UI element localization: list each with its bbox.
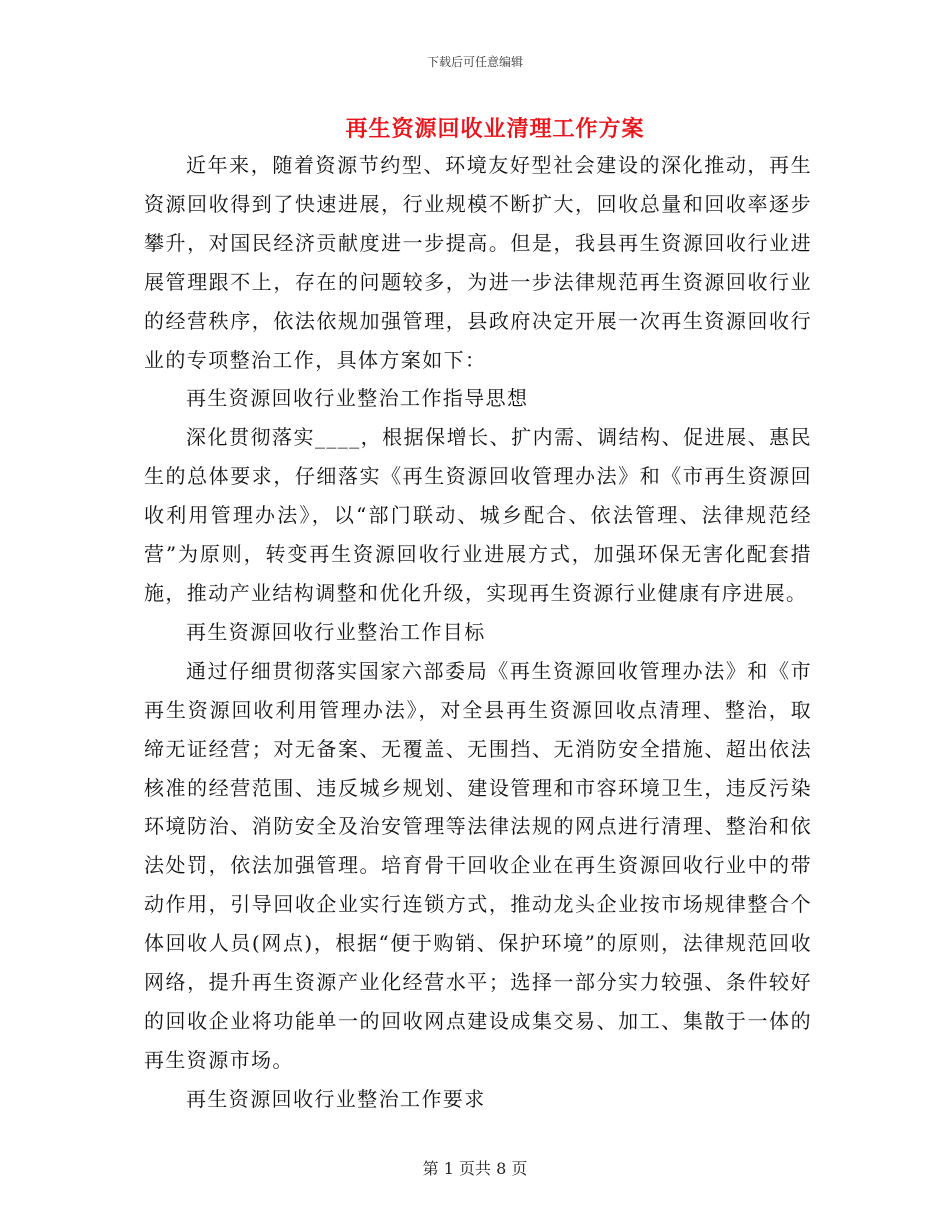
paragraph-guiding-ideology: 深化贯彻落实____，根据保增长、扩内需、调结构、促进展、惠民生的总体要求，仔细落实《再生资源回收管理办法》和《市再生资源回收利用管理办法》，以“部门联动、城乡配合、依法管理、法律规范经营”为原则，转变再生资源回收行业进展方式，加强环保无害化配套措施，推动产业结构调整和优化升级，实现再生资源行业健康有序进展。 [144, 425, 812, 605]
page-number: 第 1 页共 8 页 [422, 1159, 528, 1178]
paragraph-goals: 通过仔细贯彻落实国家六部委局《再生资源回收管理办法》和《市再生资源回收利用管理办法》，对全县再生资源回收点清理、整治，取缔无证经营；对无备案、无覆盖、无围挡、无消防安全措施、超出依法核准的经营范围、违反城乡规划、建设管理和市容环境卫生，违反污染环境防治、消防安全及治安管理等法律法规的网点进行清理、整治和依法处罚，依法加强管理。培育骨干回收企业在再生资源回收行业中的带动作用，引导回收企业实行连锁方式，推动龙头企业按市场规律整合个体回收人员(网点)，根据“便于购销、保护环境”的原则，法律规范回收网络，提升再生资源产业化经营水平；选择一部分实力较强、条件较好的回收企业将功能单一的回收网点建设成集交易、加工、集散于一体的再生资源市场。 [144, 658, 812, 1072]
document-body [144, 146, 812, 1119]
section-heading-guiding-ideology: 再生资源回收行业整治工作指导思想 [186, 386, 529, 411]
page-header-note: 下载后可任意编辑 [426, 55, 523, 69]
section-heading-requirements: 再生资源回收行业整治工作要求 [186, 1086, 486, 1111]
paragraph-intro: 近年来，随着资源节约型、环境友好型社会建设的深化推动，再生资源回收得到了快速进展，行业规模不断扩大，回收总量和回收率逐步攀升，对国民经济贡献度进一步提高。但是，我县再生资源回收行业进展管理跟不上，存在的问题较多，为进一步法律规范再生资源回收行业的经营秩序，依法依规加强管理，县政府决定开展一次再生资源回收行业的专项整治工作，具体方案如下： [144, 153, 812, 372]
section-heading-goals: 再生资源回收行业整治工作目标 [186, 619, 486, 644]
document-title: 再生资源回收业清理工作方案 [345, 116, 645, 142]
